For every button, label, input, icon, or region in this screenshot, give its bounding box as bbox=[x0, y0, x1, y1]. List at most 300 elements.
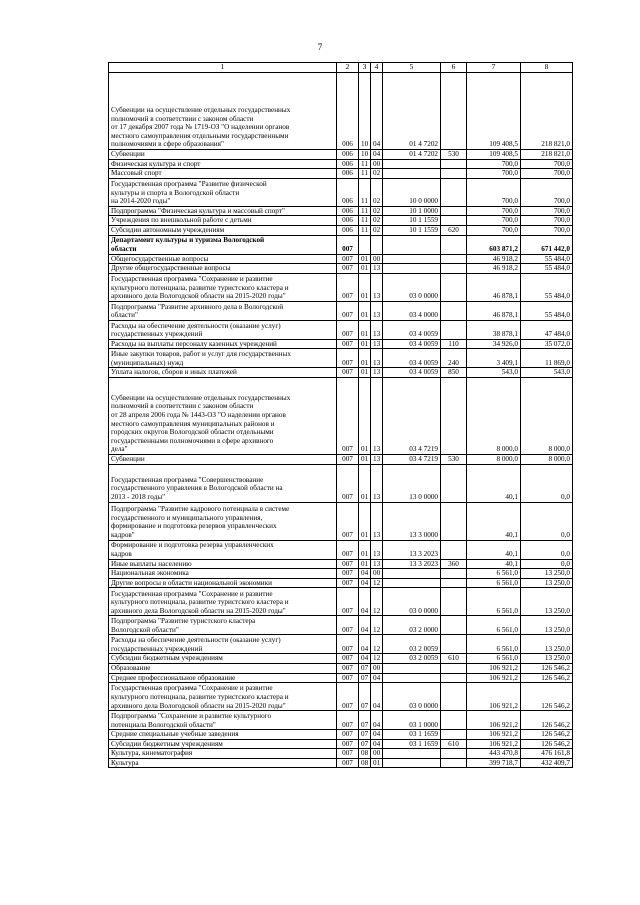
row-amount-2015: 700,0 bbox=[467, 206, 521, 216]
row-grbs: 007 bbox=[337, 663, 359, 673]
row-name: Субвенции bbox=[109, 150, 337, 160]
row-grbs: 007 bbox=[337, 578, 359, 588]
header-cell-vr: 6 bbox=[441, 63, 467, 73]
row-amount-2015: 700,0 bbox=[467, 225, 521, 235]
table-row bbox=[109, 169, 573, 179]
row-rz: 01 bbox=[359, 301, 371, 320]
row-amount-2016: 700,0 bbox=[521, 159, 573, 169]
row-pr: 13 bbox=[371, 339, 383, 349]
row-name: Государственная программа "Сохранение и развитие культурного потенциала, развитие туристского кластера и архивного дела Вологодской области на 2015-2020 годы" bbox=[109, 588, 337, 616]
row-amount-2015: 109 408,5 bbox=[467, 150, 521, 160]
row-target-article: 03 0 0000 bbox=[383, 683, 441, 711]
row-rz: 07 bbox=[359, 711, 371, 730]
row-name: Подпрограмма "Сохранение и развитие культурного потенциала Вологодской области" bbox=[109, 711, 337, 730]
table-row bbox=[109, 254, 573, 264]
row-rz: 11 bbox=[359, 169, 371, 179]
row-expense-type bbox=[441, 588, 467, 616]
row-pr: 02 bbox=[371, 216, 383, 226]
row-rz: 01 bbox=[359, 502, 371, 540]
row-target-article: 03 2 0000 bbox=[383, 616, 441, 635]
row-pr: 12 bbox=[371, 654, 383, 664]
header-cell-grbs: 2 bbox=[337, 63, 359, 73]
row-expense-type: 850 bbox=[441, 368, 467, 378]
table-row bbox=[109, 454, 573, 464]
row-amount-2016: 55 484,0 bbox=[521, 273, 573, 301]
row-target-article: 03 4 0059 bbox=[383, 339, 441, 349]
row-target-article: 03 4 7219 bbox=[383, 454, 441, 464]
row-pr: 00 bbox=[371, 663, 383, 673]
table-row bbox=[109, 273, 573, 301]
row-amount-2016: 126 546,2 bbox=[521, 730, 573, 740]
row-rz bbox=[359, 235, 371, 254]
row-amount-2016: 47 484,0 bbox=[521, 320, 573, 339]
row-grbs: 007 bbox=[337, 569, 359, 579]
row-expense-type bbox=[441, 178, 467, 206]
row-amount-2016: 126 546,2 bbox=[521, 711, 573, 730]
row-amount-2015: 106 921,2 bbox=[467, 683, 521, 711]
row-rz: 04 bbox=[359, 569, 371, 579]
row-grbs: 007 bbox=[337, 235, 359, 254]
row-amount-2016: 700,0 bbox=[521, 206, 573, 216]
row-pr: 02 bbox=[371, 169, 383, 179]
table-row bbox=[109, 339, 573, 349]
row-rz: 07 bbox=[359, 673, 371, 683]
row-grbs: 007 bbox=[337, 377, 359, 454]
row-name: Иные выплаты населению bbox=[109, 559, 337, 569]
row-target-article: 03 4 0059 bbox=[383, 349, 441, 368]
row-grbs: 007 bbox=[337, 264, 359, 274]
row-pr: 00 bbox=[371, 569, 383, 579]
row-name: Расходы на обеспечение деятельности (оказание услуг) государственных учреждений bbox=[109, 320, 337, 339]
row-expense-type bbox=[441, 320, 467, 339]
row-pr: 04 bbox=[371, 150, 383, 160]
row-amount-2015: 6 561,0 bbox=[467, 588, 521, 616]
row-amount-2016: 218 821,0 bbox=[521, 150, 573, 160]
row-rz: 11 bbox=[359, 178, 371, 206]
row-grbs: 006 bbox=[337, 169, 359, 179]
row-grbs: 006 bbox=[337, 206, 359, 216]
row-pr: 13 bbox=[371, 502, 383, 540]
row-name: Субвенции на осуществление отдельных государственных полномочий в соответствии с законом области от 17 декабря 2007 года № 1719-ОЗ "О наделении органов местного самоуправления отдельными государственными полномочиями в сфере образования" bbox=[109, 73, 337, 150]
row-expense-type: 530 bbox=[441, 150, 467, 160]
row-pr: 04 bbox=[371, 73, 383, 150]
row-rz: 07 bbox=[359, 739, 371, 749]
row-name: Общегосударственные вопросы bbox=[109, 254, 337, 264]
row-amount-2015: 34 926,0 bbox=[467, 339, 521, 349]
row-target-article: 13 3 2023 bbox=[383, 540, 441, 559]
row-pr: 12 bbox=[371, 578, 383, 588]
row-expense-type bbox=[441, 635, 467, 654]
row-rz: 01 bbox=[359, 273, 371, 301]
row-rz: 01 bbox=[359, 349, 371, 368]
row-amount-2015: 106 921,2 bbox=[467, 663, 521, 673]
row-amount-2016: 35 072,0 bbox=[521, 339, 573, 349]
page-number: 7 bbox=[317, 42, 323, 52]
row-rz: 11 bbox=[359, 225, 371, 235]
row-grbs: 007 bbox=[337, 739, 359, 749]
table-row bbox=[109, 663, 573, 673]
table-row bbox=[109, 758, 573, 768]
row-target-article: 13 3 2023 bbox=[383, 559, 441, 569]
row-name: Департамент культуры и туризма Вологодской области bbox=[109, 235, 337, 254]
row-rz: 01 bbox=[359, 540, 371, 559]
row-pr: 13 bbox=[371, 301, 383, 320]
row-rz: 01 bbox=[359, 264, 371, 274]
row-rz: 07 bbox=[359, 683, 371, 711]
table-header-row bbox=[109, 63, 573, 73]
row-amount-2015: 8 000,0 bbox=[467, 377, 521, 454]
row-grbs: 006 bbox=[337, 178, 359, 206]
row-amount-2016: 8 000,0 bbox=[521, 377, 573, 454]
table-row bbox=[109, 235, 573, 254]
row-amount-2016: 13 250,0 bbox=[521, 569, 573, 579]
table-row bbox=[109, 635, 573, 654]
row-amount-2016: 0,0 bbox=[521, 464, 573, 502]
row-pr: 04 bbox=[371, 673, 383, 683]
row-target-article: 03 2 0059 bbox=[383, 654, 441, 664]
row-name: Подпрограмма "Развитие туристского кластера Вологодской области" bbox=[109, 616, 337, 635]
row-target-article bbox=[383, 578, 441, 588]
row-pr: 13 bbox=[371, 464, 383, 502]
row-grbs: 007 bbox=[337, 758, 359, 768]
row-amount-2015: 46 918,2 bbox=[467, 264, 521, 274]
row-amount-2015: 603 871,2 bbox=[467, 235, 521, 254]
table-row bbox=[109, 588, 573, 616]
row-expense-type bbox=[441, 749, 467, 759]
row-name: Иные закупки товаров, работ и услуг для государственных (муниципальных) нужд bbox=[109, 349, 337, 368]
table-row bbox=[109, 150, 573, 160]
row-name: Культура bbox=[109, 758, 337, 768]
row-target-article: 03 4 0059 bbox=[383, 368, 441, 378]
row-pr: 13 bbox=[371, 559, 383, 569]
row-grbs: 007 bbox=[337, 616, 359, 635]
row-amount-2016: 218 821,0 bbox=[521, 73, 573, 150]
row-grbs: 007 bbox=[337, 559, 359, 569]
row-rz: 08 bbox=[359, 749, 371, 759]
row-target-article: 10 1 1559 bbox=[383, 216, 441, 226]
row-amount-2016: 13 250,0 bbox=[521, 654, 573, 664]
row-target-article: 03 0 0000 bbox=[383, 273, 441, 301]
table-row bbox=[109, 739, 573, 749]
row-name: Государственная программа "Сохранение и развитие культурного потенциала, развитие туристского кластера и архивного дела Вологодской области на 2015-2020 годы" bbox=[109, 273, 337, 301]
row-rz: 04 bbox=[359, 616, 371, 635]
row-amount-2015: 700,0 bbox=[467, 216, 521, 226]
table-row bbox=[109, 301, 573, 320]
row-expense-type bbox=[441, 273, 467, 301]
row-grbs: 007 bbox=[337, 273, 359, 301]
row-amount-2015: 6 561,0 bbox=[467, 616, 521, 635]
row-amount-2016: 700,0 bbox=[521, 169, 573, 179]
row-pr: 04 bbox=[371, 711, 383, 730]
row-name: Уплата налогов, сборов и иных платежей bbox=[109, 368, 337, 378]
row-target-article: 13 0 0000 bbox=[383, 464, 441, 502]
row-name: Формирование и подготовка резерва управленческих кадров bbox=[109, 540, 337, 559]
row-name: Субсидии автономным учреждениям bbox=[109, 225, 337, 235]
row-target-article: 03 1 0000 bbox=[383, 711, 441, 730]
row-amount-2016: 0,0 bbox=[521, 502, 573, 540]
row-expense-type bbox=[441, 683, 467, 711]
table-row bbox=[109, 569, 573, 579]
row-expense-type bbox=[441, 264, 467, 274]
row-amount-2015: 700,0 bbox=[467, 178, 521, 206]
row-rz: 04 bbox=[359, 635, 371, 654]
row-amount-2016: 55 484,0 bbox=[521, 301, 573, 320]
row-target-article: 01 4 7202 bbox=[383, 73, 441, 150]
row-target-article bbox=[383, 169, 441, 179]
row-pr: 04 bbox=[371, 730, 383, 740]
row-name: Массовый спорт bbox=[109, 169, 337, 179]
table-row bbox=[109, 225, 573, 235]
row-rz: 10 bbox=[359, 150, 371, 160]
row-expense-type bbox=[441, 73, 467, 150]
row-pr: 13 bbox=[371, 368, 383, 378]
row-pr: 12 bbox=[371, 616, 383, 635]
row-expense-type: 360 bbox=[441, 559, 467, 569]
row-amount-2016: 55 484,0 bbox=[521, 264, 573, 274]
row-name: Культура, кинематография bbox=[109, 749, 337, 759]
row-amount-2016: 126 546,2 bbox=[521, 663, 573, 673]
table-row bbox=[109, 377, 573, 454]
row-name: Учреждения по внешкольной работе с детьми bbox=[109, 216, 337, 226]
row-amount-2016: 432 409,7 bbox=[521, 758, 573, 768]
row-amount-2016: 13 250,0 bbox=[521, 588, 573, 616]
row-expense-type: 530 bbox=[441, 454, 467, 464]
table-row bbox=[109, 216, 573, 226]
row-grbs: 007 bbox=[337, 339, 359, 349]
row-pr: 00 bbox=[371, 254, 383, 264]
row-grbs: 007 bbox=[337, 502, 359, 540]
table-row bbox=[109, 320, 573, 339]
row-amount-2016: 55 484,0 bbox=[521, 254, 573, 264]
row-amount-2016: 8 000,0 bbox=[521, 454, 573, 464]
table-row bbox=[109, 178, 573, 206]
row-name: Государственная программа "Сохранение и развитие культурного потенциала, развитие туристского кластера и архивного дела Вологодской области на 2015-2020 годы" bbox=[109, 683, 337, 711]
row-rz: 01 bbox=[359, 368, 371, 378]
table-row bbox=[109, 540, 573, 559]
row-amount-2015: 46 878,1 bbox=[467, 301, 521, 320]
row-expense-type bbox=[441, 464, 467, 502]
row-expense-type bbox=[441, 502, 467, 540]
row-expense-type bbox=[441, 235, 467, 254]
row-target-article: 10 1 0000 bbox=[383, 206, 441, 216]
row-name: Образование bbox=[109, 663, 337, 673]
row-name: Субвенции на осуществление отдельных государственных полномочий в соответствии с законом области от 28 апреля 2006 года № 1443-ОЗ "О наделении органов местного самоуправления муниципальных районов и городских округов Вологодской области отдельными государственными полномочиями в сфере архивного дела" bbox=[109, 377, 337, 454]
row-amount-2015: 106 921,2 bbox=[467, 730, 521, 740]
header-cell-cs: 5 bbox=[383, 63, 441, 73]
row-target-article: 03 4 0059 bbox=[383, 320, 441, 339]
row-target-article: 03 0 0000 bbox=[383, 588, 441, 616]
row-rz: 11 bbox=[359, 159, 371, 169]
row-target-article bbox=[383, 758, 441, 768]
header-cell-rz: 3 bbox=[359, 63, 371, 73]
row-grbs: 007 bbox=[337, 635, 359, 654]
row-amount-2015: 40,1 bbox=[467, 502, 521, 540]
row-amount-2016: 126 546,2 bbox=[521, 683, 573, 711]
row-expense-type: 240 bbox=[441, 349, 467, 368]
row-expense-type bbox=[441, 758, 467, 768]
row-grbs: 007 bbox=[337, 349, 359, 368]
row-expense-type bbox=[441, 711, 467, 730]
row-rz: 04 bbox=[359, 588, 371, 616]
row-target-article bbox=[383, 235, 441, 254]
row-expense-type bbox=[441, 216, 467, 226]
row-amount-2015: 3 409,1 bbox=[467, 349, 521, 368]
row-pr: 00 bbox=[371, 159, 383, 169]
header-cell-name: 1 bbox=[109, 63, 337, 73]
row-pr: 02 bbox=[371, 206, 383, 216]
row-name: Субсидии бюджетным учреждениям bbox=[109, 654, 337, 664]
row-name: Расходы на обеспечение деятельности (оказание услуг) государственных учреждений bbox=[109, 635, 337, 654]
row-amount-2016: 700,0 bbox=[521, 216, 573, 226]
row-rz: 07 bbox=[359, 663, 371, 673]
row-pr: 00 bbox=[371, 749, 383, 759]
row-grbs: 007 bbox=[337, 320, 359, 339]
row-amount-2015: 106 921,2 bbox=[467, 673, 521, 683]
table-row bbox=[109, 349, 573, 368]
row-rz: 11 bbox=[359, 216, 371, 226]
row-expense-type bbox=[441, 254, 467, 264]
table-row bbox=[109, 206, 573, 216]
row-pr: 12 bbox=[371, 588, 383, 616]
header-cell-2015: 7 bbox=[467, 63, 521, 73]
row-amount-2015: 46 878,1 bbox=[467, 273, 521, 301]
row-target-article bbox=[383, 569, 441, 579]
row-expense-type bbox=[441, 730, 467, 740]
row-target-article: 03 2 0059 bbox=[383, 635, 441, 654]
row-name: Другие вопросы в области национальной экономики bbox=[109, 578, 337, 588]
row-target-article: 01 4 7202 bbox=[383, 150, 441, 160]
row-expense-type bbox=[441, 301, 467, 320]
table-row bbox=[109, 730, 573, 740]
row-amount-2015: 40,1 bbox=[467, 464, 521, 502]
budget-table bbox=[108, 62, 573, 768]
row-pr: 13 bbox=[371, 320, 383, 339]
row-name: Другие общегосударственные вопросы bbox=[109, 264, 337, 274]
table-row bbox=[109, 673, 573, 683]
row-pr bbox=[371, 235, 383, 254]
row-expense-type bbox=[441, 673, 467, 683]
row-grbs: 007 bbox=[337, 654, 359, 664]
row-pr: 12 bbox=[371, 635, 383, 654]
row-grbs: 007 bbox=[337, 540, 359, 559]
row-name: Подпрограмма "Физическая культура и массовый спорт" bbox=[109, 206, 337, 216]
row-grbs: 006 bbox=[337, 225, 359, 235]
table-row bbox=[109, 368, 573, 378]
row-amount-2015: 6 561,0 bbox=[467, 635, 521, 654]
row-amount-2016: 13 250,0 bbox=[521, 578, 573, 588]
row-grbs: 007 bbox=[337, 301, 359, 320]
row-amount-2015: 46 918,2 bbox=[467, 254, 521, 264]
row-amount-2015: 700,0 bbox=[467, 169, 521, 179]
table-row bbox=[109, 559, 573, 569]
table-row bbox=[109, 749, 573, 759]
row-amount-2015: 40,1 bbox=[467, 559, 521, 569]
row-target-article: 03 4 0000 bbox=[383, 301, 441, 320]
row-grbs: 006 bbox=[337, 216, 359, 226]
row-pr: 04 bbox=[371, 739, 383, 749]
row-amount-2015: 6 561,0 bbox=[467, 578, 521, 588]
row-target-article: 03 1 1659 bbox=[383, 739, 441, 749]
row-expense-type bbox=[441, 206, 467, 216]
row-amount-2015: 40,1 bbox=[467, 540, 521, 559]
row-pr: 13 bbox=[371, 377, 383, 454]
row-expense-type: 110 bbox=[441, 339, 467, 349]
row-rz: 01 bbox=[359, 464, 371, 502]
row-name: Подпрограмма "Развитие кадрового потенциала в системе государственного и муниципального управления, формирование и подготовка резервов управленческих кадров" bbox=[109, 502, 337, 540]
header-cell-2016: 8 bbox=[521, 63, 573, 73]
row-target-article bbox=[383, 749, 441, 759]
row-target-article bbox=[383, 673, 441, 683]
row-grbs: 006 bbox=[337, 73, 359, 150]
row-amount-2016: 700,0 bbox=[521, 225, 573, 235]
header-cell-pr: 4 bbox=[371, 63, 383, 73]
row-name: Национальная экономика bbox=[109, 569, 337, 579]
row-amount-2015: 443 470,8 bbox=[467, 749, 521, 759]
row-rz: 04 bbox=[359, 654, 371, 664]
row-target-article: 13 3 0000 bbox=[383, 502, 441, 540]
table-row bbox=[109, 616, 573, 635]
row-grbs: 007 bbox=[337, 673, 359, 683]
row-amount-2015: 106 921,2 bbox=[467, 739, 521, 749]
row-expense-type bbox=[441, 663, 467, 673]
row-name: Средние специальные учебные заведения bbox=[109, 730, 337, 740]
row-amount-2016: 126 546,2 bbox=[521, 673, 573, 683]
row-expense-type bbox=[441, 616, 467, 635]
row-rz: 07 bbox=[359, 730, 371, 740]
table-row bbox=[109, 711, 573, 730]
row-rz: 04 bbox=[359, 578, 371, 588]
row-pr: 04 bbox=[371, 683, 383, 711]
row-pr: 02 bbox=[371, 178, 383, 206]
row-grbs: 007 bbox=[337, 711, 359, 730]
row-amount-2016: 0,0 bbox=[521, 540, 573, 559]
row-amount-2016: 700,0 bbox=[521, 178, 573, 206]
row-expense-type bbox=[441, 540, 467, 559]
row-grbs: 006 bbox=[337, 159, 359, 169]
row-expense-type bbox=[441, 578, 467, 588]
row-expense-type bbox=[441, 569, 467, 579]
row-target-article: 03 4 7219 bbox=[383, 377, 441, 454]
row-amount-2016: 13 250,0 bbox=[521, 616, 573, 635]
row-name: Субвенции bbox=[109, 454, 337, 464]
row-expense-type bbox=[441, 159, 467, 169]
row-target-article bbox=[383, 254, 441, 264]
row-name: Среднее профессиональное образование bbox=[109, 673, 337, 683]
row-amount-2016: 11 869,0 bbox=[521, 349, 573, 368]
row-amount-2015: 6 561,0 bbox=[467, 654, 521, 664]
row-amount-2015: 106 921,2 bbox=[467, 711, 521, 730]
table-row bbox=[109, 654, 573, 664]
row-grbs: 007 bbox=[337, 749, 359, 759]
table-row bbox=[109, 73, 573, 150]
row-amount-2015: 8 000,0 bbox=[467, 454, 521, 464]
row-amount-2015: 38 878,1 bbox=[467, 320, 521, 339]
row-target-article: 03 1 1659 bbox=[383, 730, 441, 740]
row-rz: 01 bbox=[359, 559, 371, 569]
row-target-article: 10 0 0000 bbox=[383, 178, 441, 206]
table-row bbox=[109, 159, 573, 169]
row-amount-2016: 476 161,8 bbox=[521, 749, 573, 759]
row-amount-2016: 13 250,0 bbox=[521, 635, 573, 654]
row-target-article bbox=[383, 264, 441, 274]
row-pr: 13 bbox=[371, 540, 383, 559]
row-name: Государственная программа "Развитие физической культуры и спорта в Вологодской области на 2014-2020 годы" bbox=[109, 178, 337, 206]
row-name: Подпрограмма "Развитие архивного дела в Вологодской области" bbox=[109, 301, 337, 320]
row-grbs: 007 bbox=[337, 683, 359, 711]
table-row bbox=[109, 683, 573, 711]
row-rz: 08 bbox=[359, 758, 371, 768]
row-rz: 01 bbox=[359, 339, 371, 349]
